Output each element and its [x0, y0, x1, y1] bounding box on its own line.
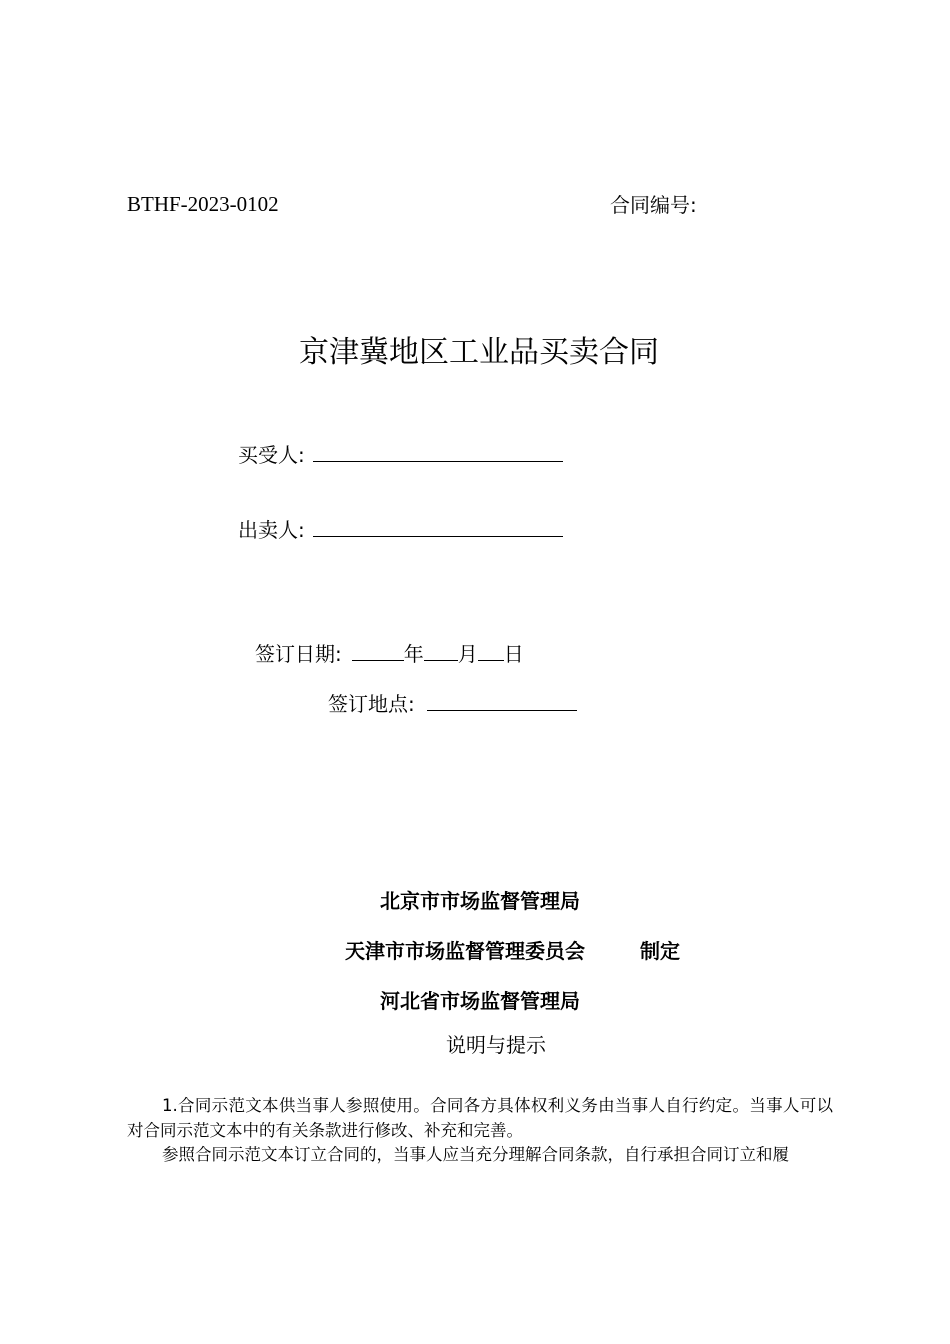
issuer-tianjin: 天津市市场监督管理委员会 [345, 939, 585, 963]
buyer-label: 买受人: [238, 443, 305, 467]
signing-place-field [328, 692, 577, 714]
place-label: 签订地点: [328, 692, 415, 716]
buyer-blank [313, 443, 563, 462]
month-label: 月 [457, 642, 478, 666]
year-label: 年 [403, 642, 424, 666]
month-blank [424, 642, 458, 661]
seller-field [238, 518, 563, 540]
note-paragraph: 参照合同示范文本订立合同的，当事人应当充分理解合同条款，自行承担合同订立和履 [162, 1145, 789, 1164]
page-title: 京津冀地区工业品买卖合同 [299, 335, 659, 370]
date-label: 签订日期: [255, 642, 342, 666]
notes-body [127, 1094, 833, 1168]
made-by-label: 制定 [640, 939, 680, 963]
issuer-hebei: 河北省市场监督管理局 [380, 989, 580, 1013]
seller-label: 出卖人: [238, 518, 305, 542]
signing-date-field [255, 642, 524, 664]
seller-blank [313, 518, 563, 537]
buyer-field [238, 443, 563, 465]
day-blank [478, 642, 504, 661]
contract-code: BTHF-2023-0102 [127, 192, 279, 216]
day-label: 日 [503, 642, 524, 666]
year-blank [352, 642, 404, 661]
notes-heading: 说明与提示 [446, 1033, 546, 1057]
note-paragraph: 1.合同示范文本供当事人参照使用。合同各方具体权利义务由当事人自行约定。当事人可以对合同示范文本中的有关条款进行修改、补充和完善。 [127, 1096, 833, 1140]
contract-number-label: 合同编号: [610, 193, 697, 217]
issuer-beijing: 北京市市场监督管理局 [380, 889, 580, 913]
place-blank [427, 692, 577, 711]
